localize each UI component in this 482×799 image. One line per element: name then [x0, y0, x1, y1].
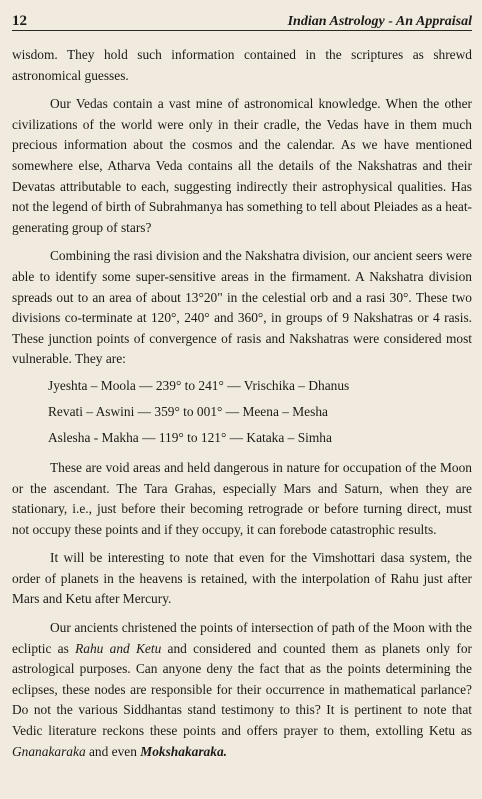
rahu-ketu-term: Rahu and Ketu [75, 640, 162, 656]
junction-item: Jyeshta – Moola — 239° to 241° — Vrischika – Dhanus [48, 377, 350, 393]
paragraph-5: It will be interesting to note that even for the Vimshottari dasa system, the order of planets in the heavens is retained, with the interpolation of Rahu just after Mars and Ketu after Mercury. [12, 550, 472, 607]
paragraph-1: wisdom. They hold such information contained in the scriptures as shrewd astronomical guesses. [12, 47, 472, 83]
paragraph-2: Our Vedas contain a vast mine of astronomical knowledge. When the other civilizations of the world were only in their cradle, the Vedas have in them much precious information about the cosmos and the calendar. As we have mentioned somewhere else, Atharva Veda contains all the details of the Nakshatras and their Devatas attributable to each, suggesting indirectly their astrophysical qualities. Has not the legend of birth of Subrahmanya has something to tell about Pleiades as a heat-generating group of stars? [12, 96, 473, 235]
page-number: 12 [12, 13, 27, 29]
paragraph-6 [12, 618, 472, 762]
paragraph-3: Combining the rasi division and the Nakshatra division, our ancient seers were able to identify some super-sensitive areas in the firmament. A Nakshatra division spreads out to an area of about 13°20" in the celestial orb and a rasi 30°. These two divisions co-terminate at 120°, 240° and 360°, in groups of 9 Nakshatras or 4 rasis. These junction points of convergence of rasis and Nakshatras were considered most vulnerable. They are: [12, 248, 472, 367]
gnanakaraka-term: Gnanakaraka [12, 743, 86, 759]
running-header [12, 0, 472, 31]
mokshakaraka-term: Mokshakaraka. [140, 743, 227, 759]
junction-list [12, 376, 472, 454]
para6-text-2: and considered and counted them as planets only for astrological purposes. Can anyone deny the fact that as the points determining the eclipses, these nodes are responsible for their occurrence in mathematical parlance? Do not the various Siddhantas stand testimony to this? It is pertinent to note that Vedic literature reckons these points and offers prayer to them, extolling Ketu as [12, 640, 472, 739]
para6-text-3: and even [85, 743, 141, 759]
junction-item: Revati – Aswini — 359° to 001° — Meena – Mesha [48, 403, 328, 419]
junction-item: Aslesha - Makha — 119° to 121° — Kataka – Simha [48, 429, 332, 445]
para6-text-1: Our ancients christened the points of intersection of path of the Moon with the ecliptic as [12, 620, 472, 656]
paragraph-4: These are void areas and held dangerous in nature for occupation of the Moon or the ascendant. The Tara Grahas, especially Mars and Saturn, when they are stationary, i.e., just before their becoming retrograde or before turning direct, must not occupy these points and if they occupy, it can forebode catastrophic results. [12, 459, 472, 537]
page-body [12, 45, 472, 762]
running-title: Indian Astrology - An Appraisal [287, 14, 472, 29]
